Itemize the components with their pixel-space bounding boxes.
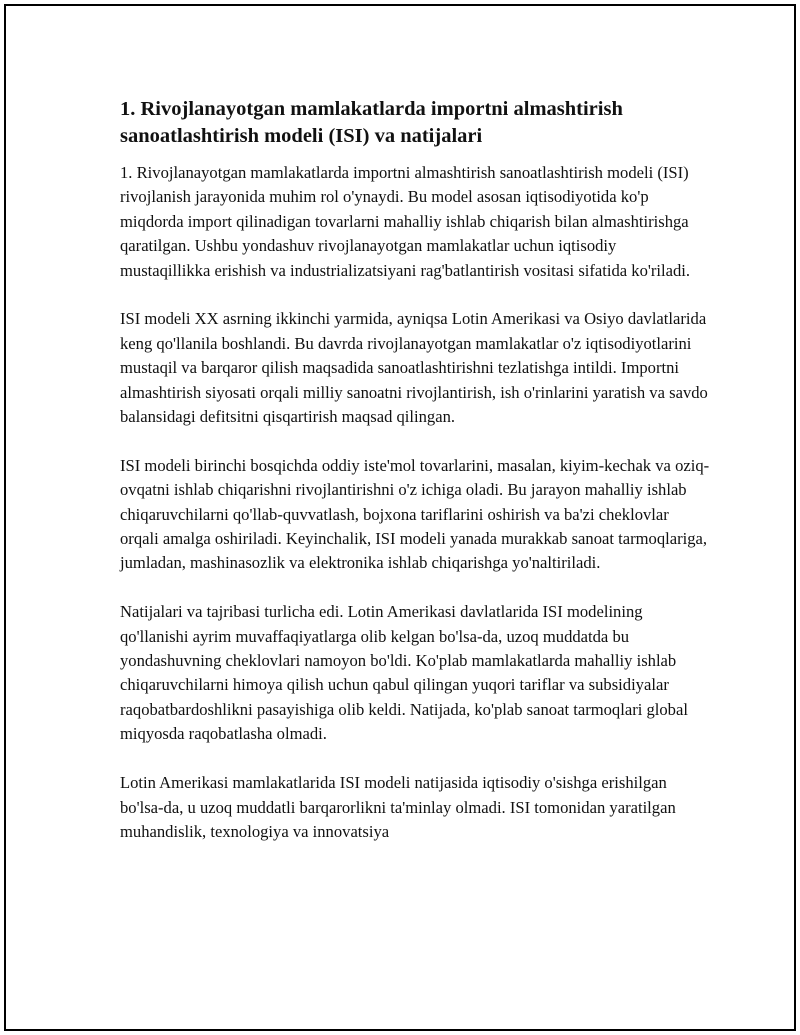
document-body (120, 96, 710, 869)
page-frame (4, 4, 796, 1031)
paragraph-4: Natijalari va tajribasi turlicha edi. Lotin Amerikasi davlatlarida ISI modelining qo'llanishi ayrim muvaffaqiyatlarga olib kelgan bo'lsa-da, uzoq muddatda bu yondashuvning cheklovlari namoyon bo'ldi. Ko'plab mamlakatlarda mahalliy ishlab chiqaruvchilarni himoya qilish uchun qabul qilingan yuqori tariflar va subsidiyalar raqobatbardoshlikni pasayishiga olib keldi. Natijada, ko'plab sanoat tarmoqlari global miqyosda raqobatlasha olmadi. (120, 602, 688, 744)
paragraph-2: ISI modeli XX asrning ikkinchi yarmida, ayniqsa Lotin Amerikasi va Osiyo davlatlarida keng qo'llanila boshlandi. Bu davrda rivojlanayotgan mamlakatlar o'z iqtisodiyotlarini mustaqil va barqaror qilish maqsadida sanoatlashtirishni tezlatishga intildi. Importni almashtirish siyosati orqali milliy sanoatni rivojlantirish, ish o'rinlarini yaratish va savdo balansidagi defitsitni qisqartirish maqsad qilingan. (120, 309, 708, 427)
paragraph-3: ISI modeli birinchi bosqichda oddiy iste'mol tovarlarini, masalan, kiyim-kechak va oziq-ovqatni ishlab chiqarishni rivojlantirishni o'z ichiga oladi. Bu jarayon mahalliy ishlab chiqaruvchilarni qo'llab-quvvatlash, bojxona tariflarini oshirish va ba'zi cheklovlar orqali amalga oshiriladi. Keyinchalik, ISI modeli yanada murakkab sanoat tarmoqlariga, jumladan, mashinasozlik va elektronika ishlab chiqarishga yo'naltiriladi. (120, 455, 710, 573)
paragraph-1: 1. Rivojlanayotgan mamlakatlarda importni almashtirish sanoatlashtirish modeli (ISI) rivojlanish jarayonida muhim rol o'ynaydi. Bu model asosan iqtisodiyotida ko'p miqdorda import qilinadigan tovarlarni mahalliy ishlab chiqarish bilan almashtirishga qaratilgan. Ushbu yondashuv rivojlanayotgan mamlakatlar uchun iqtisodiy mustaqillikka erishish va industrializatsiyani rag'batlantirish vositasi sifatida ko'riladi. (120, 163, 691, 280)
paragraph-5: Lotin Amerikasi mamlakatlarida ISI modeli natijasida iqtisodiy o'sishga erishilgan bo'lsa-da, u uzoq muddatli barqarorlikni ta'minlay olmadi. ISI tomonidan yaratilgan muhandislik, texnologiya va innovatsiya (120, 773, 676, 841)
document-heading: 1. Rivojlanayotgan mamlakatlarda importni almashtirish sanoatlashtirish modeli (ISI) va natijalari (120, 98, 623, 147)
